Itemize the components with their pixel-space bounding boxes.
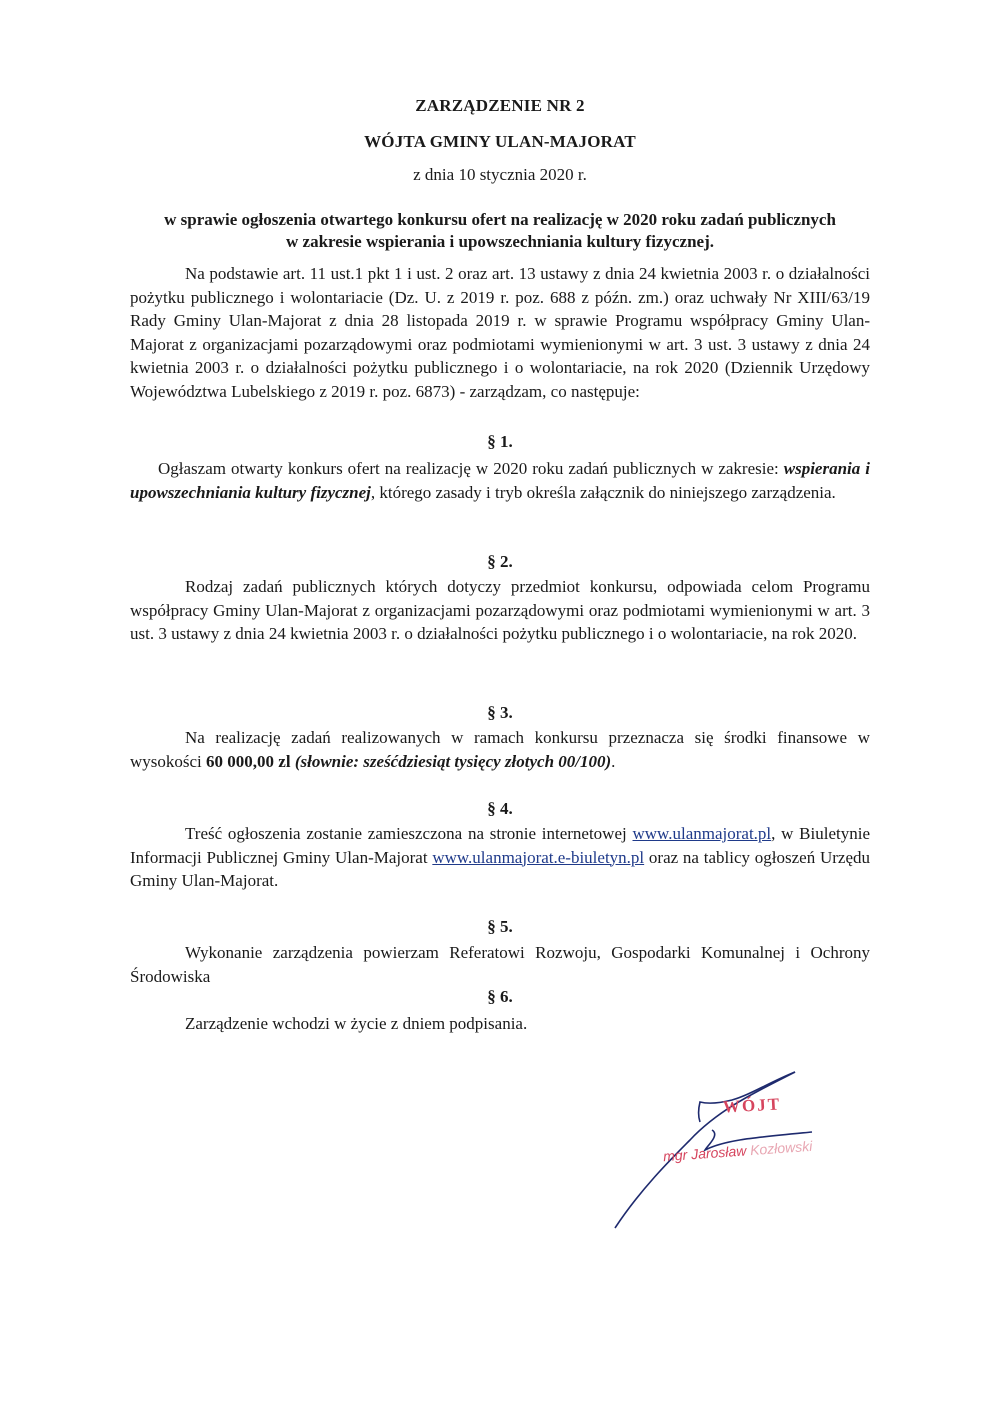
section-1-text [130,457,870,504]
section-4-text-before: Treść ogłoszenia zostanie zamieszczona na stronie internetowej [185,824,633,843]
issuer-title: WÓJTA GMINY ULAN-MAJORAT [364,132,636,151]
section-1-text-before: Ogłaszam otwarty konkurs ofert na realizację w 2020 roku zadań publicznych w zakresie: [158,459,784,478]
section-1-heading: § 1. [487,432,513,451]
section-6-heading: § 6. [487,987,513,1006]
section-1-text-after: , którego zasady i tryb określa załącznik do niniejszego zarządzenia. [370,482,836,502]
bip-link[interactable]: www.ulanmajorat.e-biuletyn.pl [432,847,645,867]
section-2-text: Rodzaj zadań publicznych których dotyczy przedmiot konkursu, odpowiada celom Programu współpracy Gminy Ulan-Majorat z organizacjami pozarządowymi oraz podmiotami wymienionymi w art. 3 ust. 3 ustawy z dnia 24 kwietnia 2003 r. o działalności pożytku publicznego i o wolontariacie, na rok 2020. [130,577,870,643]
section-3-text-after: . [611,751,616,771]
section-4-heading: § 4. [487,799,513,818]
section-3-text-before: Na realizację zadań realizowanych w ramach konkursu przeznacza się środki finansowe w wysokości [130,728,870,771]
stamp-title: WÓJT [722,1094,782,1117]
section-4-text-middle: , w Biuletynie Informacji Publicznej Gminy Ulan-Majorat [130,824,870,867]
section-5-heading: § 5. [487,917,513,936]
section-6-text: Zarządzenie wchodzi w życie z dniem podpisania. [185,1014,528,1033]
preamble: Na podstawie art. 11 ust.1 pkt 1 i ust. 2 oraz art. 13 ustawy z dnia 24 kwietnia 2003 r. o działalności pożytku publicznego i wolontariacie (Dz. U. z 2019 r. poz. 688 z późn. zm.) oraz uchwały Nr XIII/63/19 Rady Gminy Ulan-Majorat z dnia 28 listopada 2019 r. w sprawie Programu współpracy Gminy Ulan-Majorat z organizacjami pozarządowymi oraz podmiotami wymienionymi w art. 3 ust. 3 ustawy z dnia 24 kwietnia 2003 r. o działalności pożytku publicznego i o wolontariacie, na rok 2020 (Dziennik Urzędowy Województwa Lubelskiego z 2019 r. poz. 6873) - zarządzam, co następuje: [130,264,870,401]
section-3-heading: § 3. [487,703,513,722]
website-link[interactable]: www.ulanmajorat.pl [632,824,772,843]
stamp-name-prefix: mgr Jarosław [662,1142,747,1165]
section-3-text [130,726,870,773]
document-date: z dnia 10 stycznia 2020 r. [413,165,587,184]
funding-amount-words: (słownie: sześćdziesiąt tysięcy złotych 00/100) [294,751,612,771]
section-2-heading: § 2. [487,552,513,571]
subject-line-1: w sprawie ogłoszenia otwartego konkursu ofert na realizację w 2020 roku zadań publicznych [164,210,836,229]
section-4-text-after: oraz na tablicy ogłoszeń Urzędu Gminy Ulan-Majorat. [130,847,870,890]
section-4-text [130,822,870,893]
funding-amount: 60 000,00 zl [206,751,291,771]
subject-line-2: w zakresie wspierania i upowszechniania kultury fizycznej. [286,232,714,251]
section-5-text: Wykonanie zarządzenia powierzam Referatowi Rozwoju, Gospodarki Komunalnej i Ochrony Środowiska [130,943,870,986]
section-1-emphasis: wspierania i upowszechniania kultury fizycznej [130,459,870,502]
stamp-name-suffix: Kozłowski [749,1137,813,1159]
document-title: ZARZĄDZENIE NR 2 [415,96,585,115]
document-subject [130,209,870,253]
